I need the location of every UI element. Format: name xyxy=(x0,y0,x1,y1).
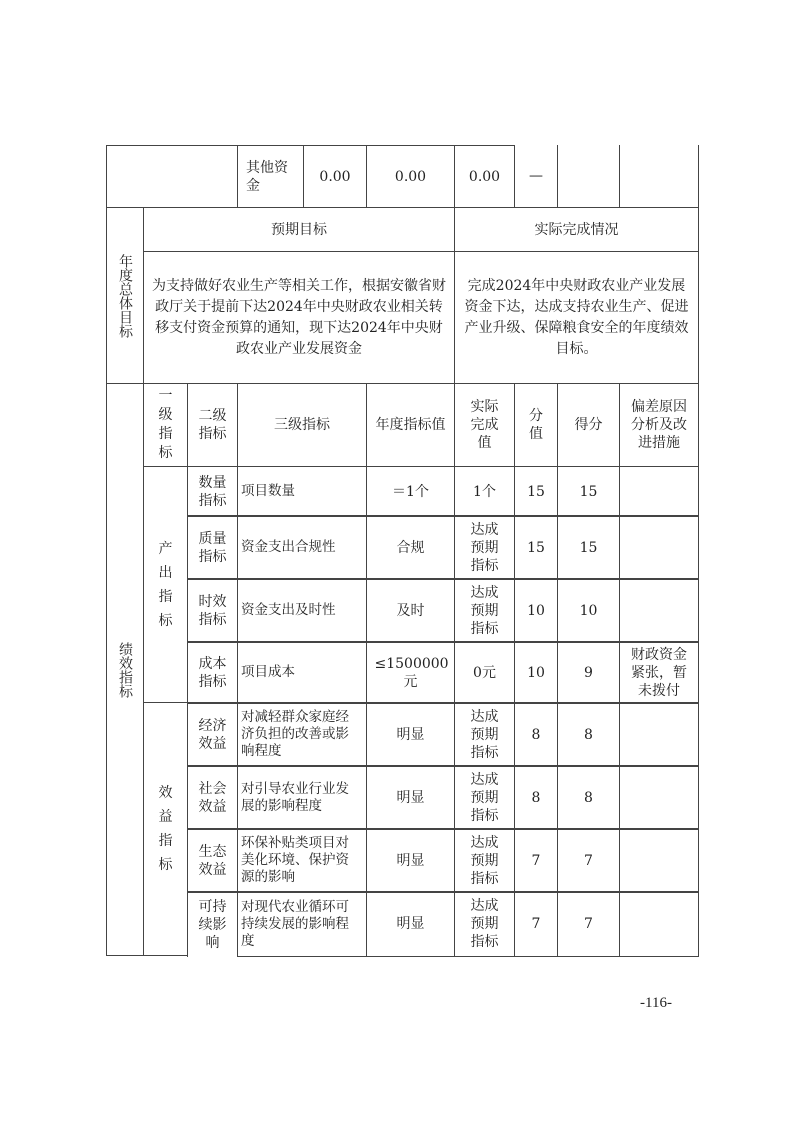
cell-level2 xyxy=(187,765,238,830)
page-number: -116- xyxy=(640,995,672,1011)
header-level1: 一级指标 xyxy=(143,383,188,467)
cell-weight xyxy=(514,765,558,830)
cell-weight xyxy=(514,515,558,580)
actual-text: 达成预期指标 xyxy=(470,584,499,637)
header-level3: 三级指标 xyxy=(237,383,367,467)
cell-score xyxy=(557,466,620,517)
level2-text: 生态效益 xyxy=(198,843,227,878)
level3-text: 对引导农业行业发展的影响程度 xyxy=(241,780,349,814)
cell-deviation xyxy=(619,641,699,704)
level3-text: 资金支出合规性 xyxy=(241,539,336,555)
cell-score xyxy=(557,765,620,830)
level2-text: 可持续影响 xyxy=(198,898,227,951)
level3-text: 项目成本 xyxy=(241,664,295,680)
target-text: ＝1个 xyxy=(392,483,429,500)
funds-label: 其他资金 xyxy=(237,145,304,208)
cell-weight xyxy=(514,891,558,957)
level1-output: 产出指标 xyxy=(143,466,188,703)
cell-deviation xyxy=(619,702,699,767)
cell-deviation xyxy=(619,828,699,893)
header-score: 得分 xyxy=(557,383,620,467)
cell-deviation xyxy=(619,515,699,580)
score-text: 15 xyxy=(579,539,598,556)
cell-actual xyxy=(454,515,515,580)
cell-score xyxy=(557,828,620,893)
level2-text: 经济效益 xyxy=(198,717,227,752)
cell-level2 xyxy=(187,578,238,643)
header-weight: 分值 xyxy=(514,383,558,467)
level3-text: 对现代农业循环可持续发展的影响程度 xyxy=(241,898,349,949)
score-text: 8 xyxy=(584,726,593,743)
weight-text: 8 xyxy=(531,789,541,806)
header-target: 年度指标值 xyxy=(366,383,455,467)
header-actual: 实际完成值 xyxy=(454,383,515,467)
cell-actual xyxy=(454,891,515,957)
annual-goal-side-label: 年度总体目标 xyxy=(106,207,144,384)
cell-level3 xyxy=(237,702,367,767)
cell-weight xyxy=(514,578,558,643)
level2-text: 质量指标 xyxy=(198,530,227,565)
funds-blank-cell xyxy=(106,145,238,208)
level2-text: 时效指标 xyxy=(198,593,227,628)
header-deviation: 偏差原因分析及改进措施 xyxy=(619,383,699,467)
cell-target xyxy=(366,641,455,704)
actual-text: 达成预期指标 xyxy=(470,521,499,574)
cell-score xyxy=(557,641,620,704)
cell-level3 xyxy=(237,765,367,830)
cell-level3 xyxy=(237,578,367,643)
target-text: 明显 xyxy=(396,852,425,869)
cell-weight xyxy=(514,641,558,704)
performance-side-label: 绩效指标 xyxy=(106,383,144,956)
cell-level2 xyxy=(187,466,238,517)
header-level2: 二级指标 xyxy=(187,383,238,467)
cell-actual xyxy=(454,828,515,893)
actual-text: 达成预期指标 xyxy=(470,771,499,824)
cell-score xyxy=(557,515,620,580)
weight-text: 8 xyxy=(531,726,541,743)
actual-text: 达成预期指标 xyxy=(470,898,499,950)
weight-text: 7 xyxy=(531,916,541,932)
level3-text: 项目数量 xyxy=(241,483,295,499)
cell-actual xyxy=(454,641,515,704)
cell-level3 xyxy=(237,515,367,580)
target-text: 明显 xyxy=(396,726,425,743)
score-text: 8 xyxy=(584,789,593,806)
cell-score xyxy=(557,578,620,643)
cell-target xyxy=(366,466,455,517)
actual-text: 达成预期指标 xyxy=(470,708,499,761)
cell-deviation xyxy=(619,466,699,517)
funds-value-5 xyxy=(557,145,620,208)
cell-score xyxy=(557,891,620,957)
funds-value-2: 0.00 xyxy=(366,145,455,208)
actual-completion-header: 实际完成情况 xyxy=(454,207,699,252)
target-text: 及时 xyxy=(396,602,425,619)
cell-weight xyxy=(514,466,558,517)
funds-value-6 xyxy=(619,145,699,208)
cell-weight xyxy=(514,828,558,893)
weight-text: 15 xyxy=(527,539,545,556)
weight-text: 15 xyxy=(527,483,545,500)
level2-text: 社会效益 xyxy=(198,780,227,815)
cell-level3 xyxy=(237,891,367,957)
expected-goal-header: 预期目标 xyxy=(143,207,455,252)
cell-deviation xyxy=(619,765,699,830)
deviation-text: 财政资金紧张，暂未拨付 xyxy=(631,646,687,699)
cell-actual xyxy=(454,702,515,767)
cell-level2 xyxy=(187,828,238,893)
level3-text: 环保补贴类项目对美化环境、保护资源的影响 xyxy=(241,835,349,885)
funds-value-4: — xyxy=(514,145,558,208)
cell-level3 xyxy=(237,828,367,893)
actual-text: 1个 xyxy=(473,483,496,500)
level3-text: 对减轻群众家庭经济负担的改善或影响程度 xyxy=(241,709,349,759)
cell-target xyxy=(366,702,455,767)
score-text: 10 xyxy=(579,602,598,619)
target-text: 合规 xyxy=(396,539,425,556)
cell-level3 xyxy=(237,466,367,517)
cell-deviation xyxy=(619,891,699,957)
cell-level2 xyxy=(187,515,238,580)
score-text: 7 xyxy=(584,916,593,932)
weight-text: 7 xyxy=(531,852,541,869)
cell-weight xyxy=(514,702,558,767)
actual-text: 达成预期指标 xyxy=(470,834,499,887)
level2-text: 成本指标 xyxy=(198,655,227,690)
cell-actual xyxy=(454,578,515,643)
cell-level2 xyxy=(187,641,238,704)
cell-target xyxy=(366,828,455,893)
expected-goal-text: 为支持做好农业生产等相关工作，根据安徽省财政厅关于提前下达2024年中央财政农业相关转移支付资金预算的通知，现下达2024年中央财政农业产业发展资金 xyxy=(143,251,455,384)
cell-level2 xyxy=(187,702,238,767)
level3-text: 资金支出及时性 xyxy=(241,602,336,618)
level1-benefit: 效益指标 xyxy=(143,702,188,956)
cell-actual xyxy=(454,466,515,517)
score-text: 15 xyxy=(579,483,598,500)
cell-target xyxy=(366,891,455,957)
cell-level3 xyxy=(237,641,367,704)
cell-actual xyxy=(454,765,515,830)
score-text: 9 xyxy=(584,664,593,681)
actual-completion-text: 完成2024年中央财政农业产业发展资金下达，达成支持农业生产、促进产业升级、保障粮食安全的年度绩效目标。 xyxy=(454,251,699,384)
target-text: 明显 xyxy=(396,789,425,806)
weight-text: 10 xyxy=(527,602,545,619)
funds-value-3: 0.00 xyxy=(454,145,515,208)
cell-score xyxy=(557,702,620,767)
target-text: ≤1500000元 xyxy=(374,655,449,690)
level2-text: 数量指标 xyxy=(198,474,227,509)
cell-target xyxy=(366,578,455,643)
score-text: 7 xyxy=(584,852,593,869)
cell-level2 xyxy=(187,891,238,957)
cell-deviation xyxy=(619,578,699,643)
target-text: 明显 xyxy=(396,916,425,932)
cell-target xyxy=(366,765,455,830)
funds-value-1: 0.00 xyxy=(303,145,367,208)
cell-target xyxy=(366,515,455,580)
actual-text: 0元 xyxy=(473,664,496,681)
weight-text: 10 xyxy=(527,664,545,681)
